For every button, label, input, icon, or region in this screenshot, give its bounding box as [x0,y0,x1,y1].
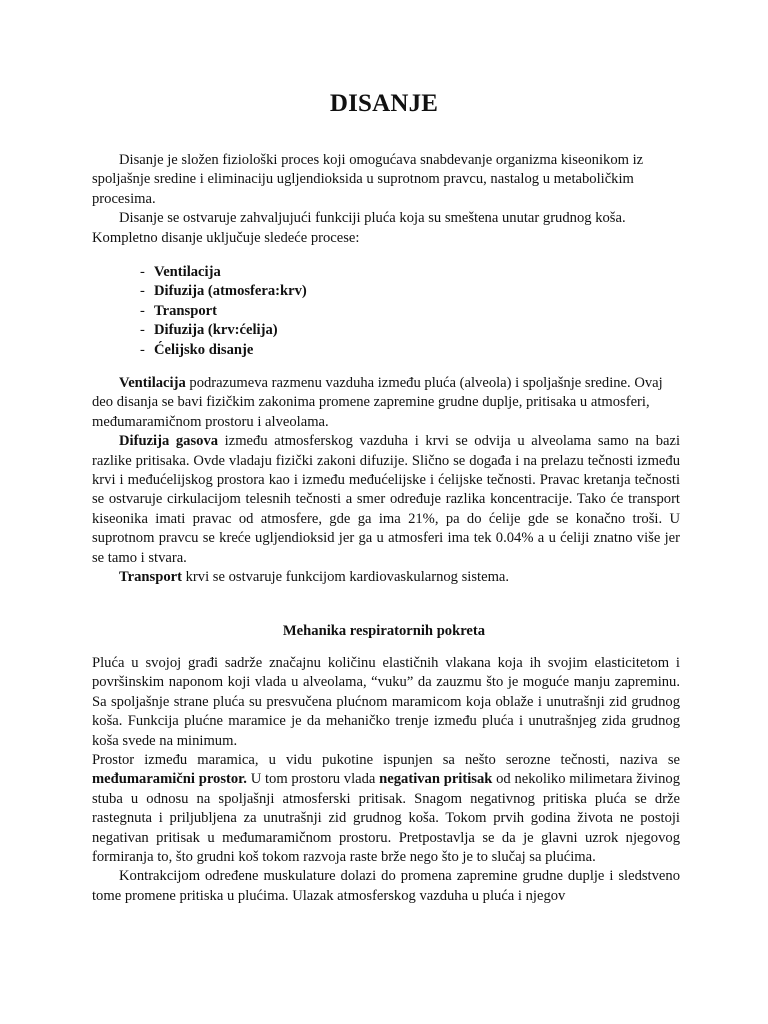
negative-pressure-term: negativan pritisak [379,771,493,788]
interpleural-space-term: međumaramični prostor. [92,771,247,788]
ventilation-text: podrazumeva razmenu vazduha između pluća (alveola) i spoljašnje sredine. Ovaj deo disanja se bavi fizičkim zakonima promene zapremine grudne duplje, pritisaka u atmosferi, međumaramičnom prostoru i alveolama. [92,375,663,430]
ventilation-term: Ventilacija [119,375,186,391]
processes-section [92,374,680,587]
mechanics-p2-text-d: od nekoliko milimetara živinog stuba u odnosu na spoljašnji atmosferski pritisak. Snagom negativnog pritiska pluća se drže rastegnuta i priljubljena za unutrašnji zid grudnog koša. Tokom prvih godina života ne postoji negativan pritisak u međumaramičnom prostoru. Pretpostavlja se da je glavni uzrok njegovog formiranja to, što grudni koš tokom razvoja raste brže nego što je to slučaj sa plućima. [92,771,680,866]
mechanics-paragraph-2 [92,751,680,867]
list-item [140,341,307,360]
diffusion-text: između atmosferskog vazduha i krvi se odvija u alveolama samo na bazi razlike pritisaka. Ovde vladaju fizički zakoni difuzije. Slično se događa i na prelazu tečnosti između krvi i međućelijskog prostora kao i između međućelijske i ćelijske tečnosti. Pravac kretanja tečnosti se ostvaruje cirkulacijom telesnih tečnosti a smer određuje razlika koncentracije. Tako će transport kiseonika imati pravac od atmosfere, gde ga ima 21%, pa do ćelije gde se konačno troši. U suprotnom pravcu se kreće ugljendioksid jer ga u atmosferi ima tek 0.04% a u ćeliji znatno više jer se tamo i stvara. [92,433,680,566]
ventilation-paragraph [92,374,680,432]
mechanics-p2-text-c: U tom prostoru vlada [246,771,380,788]
mechanics-p2-text-a: Prostor između maramica, u vidu pukotine ispunjen sa nešto serozne tečnosti, naziva se [92,752,680,769]
list-dash: - [140,264,145,280]
mechanics-paragraph-1: Pluća u svojoj građi sadrže značajnu količinu elastičnih vlakana koja ih svojim elasticitetom i površinskim naponom koji vlada u alveolama, “vuku” da zauzmu što je moguće manju zapreminu. Sa spoljašnje strane pluća su presvučena plućnom maramicom koja oblaže i unutrašnji zid grudnog koša. Funkcija plućne maramice je da mehaničko trenje između pluća i unutrašnjeg zida grudnog koša svede na minimum. [92,655,680,749]
intro-paragraph-2: Disanje se ostvaruje zahvaljujući funkciji pluća koja su smeštena unutar grudnog koša. Kompletno disanje uključuje sledeće procese: [92,210,626,246]
mechanics-paragraph-3: Kontrakcijom određene muskulature dolazi do promena zapremine grudne duplje i sledstveno tome promene pritiska u plućima. Ulazak atmosferskog vazduha u pluća i njegov [92,868,680,904]
transport-term: Transport [119,569,182,586]
list-dash: - [140,302,145,319]
list-dash: - [140,341,145,358]
transport-text: krvi se ostvaruje funkcijom kardiovaskularnog sistema. [181,569,510,586]
list-item-label: Ventilacija [154,264,221,280]
process-list [140,263,307,360]
transport-paragraph [92,568,680,587]
list-item [140,302,307,321]
list-item [140,321,307,340]
list-item [140,263,307,282]
document-title: DISANJE [329,90,439,117]
list-item-label: Difuzija (atmosfera:krv) [154,283,307,300]
mechanics-section [92,654,680,906]
intro-section [92,151,680,248]
list-item-label: Difuzija (krv:ćelija) [154,322,278,339]
diffusion-term: Difuzija gasova [119,433,219,450]
list-item-label: Transport [154,302,217,319]
list-item-label: Ćelijsko disanje [154,341,254,358]
list-item [140,282,307,301]
section-heading: Mehanika respiratornih pokreta [282,623,486,639]
diffusion-paragraph [92,432,680,568]
intro-paragraph-1: Disanje je složen fiziološki proces koji omogućava snabdevanje organizma kiseonikom iz spoljašnje sredine i eliminaciju ugljendioksida u suprotnom pravcu, nastalog u metaboličkim procesima. [92,152,644,207]
list-dash: - [140,322,145,339]
list-dash: - [140,283,145,300]
